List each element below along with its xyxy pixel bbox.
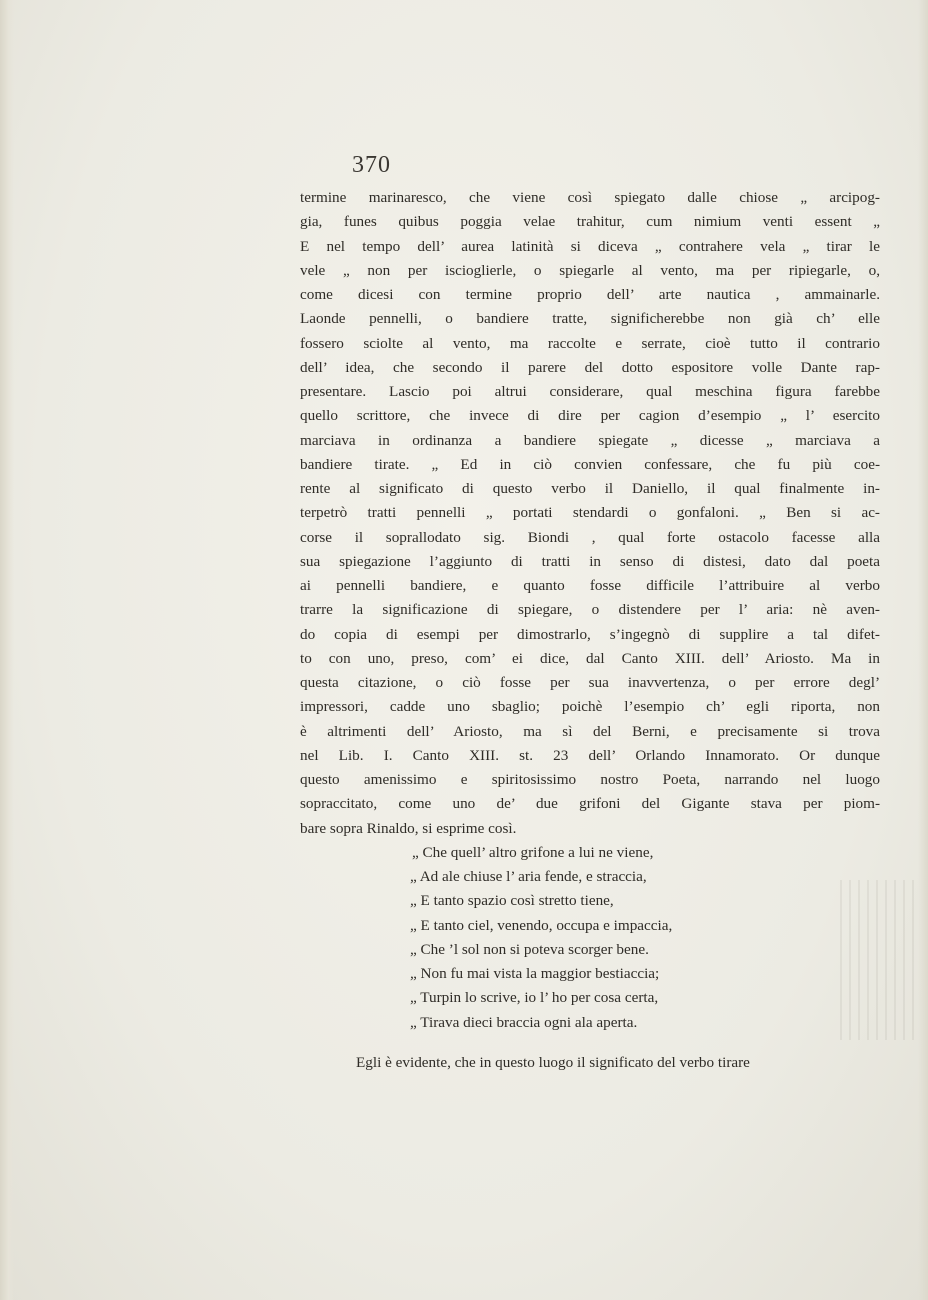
verse-line: „ Che quell’ altro grifone a lui ne viene,	[412, 843, 654, 861]
text-line: questa citazione, o ciò fosse per sua inavvertenza, o per errore degl’	[300, 674, 880, 691]
text-line: ai pennelli bandiere, e quanto fosse difficile l’attribuire al verbo	[300, 577, 880, 594]
text-line: termine marinaresco, che viene così spiegato dalle chiose „ arcipog-	[300, 189, 880, 206]
text-line: dell’ idea, che secondo il parere del dotto espositore volle Dante rap-	[300, 358, 880, 376]
text-line: sopraccitato, come uno de’ due grifoni del Gigante stava per piom-	[300, 795, 880, 813]
closing-paragraph	[300, 1051, 880, 1075]
verse-line: „ Che ’l sol non si poteva scorger bene.	[410, 940, 649, 958]
verse-line: „ Turpin lo scrive, io l’ ho per cosa certa,	[410, 989, 659, 1007]
text-line: do copia di esempi per dimostrarlo, s’ingegnò di supplire a tal difet-	[300, 625, 880, 643]
page-right-edge	[918, 0, 928, 1300]
text-line: presentare. Lascio poi altrui considerare, qual meschina figura farebbe	[300, 383, 880, 400]
text-line: Egli è evidente, che in questo luogo il significato del verbo tirare	[356, 1054, 750, 1071]
text-line: quello scrittore, che invece di dire per cagion d’esempio „ l’ esercito	[300, 407, 880, 425]
verse-line: „ Non fu mai vista la maggior bestiaccia;	[410, 965, 660, 982]
text-line: terpetrò tratti pennelli „ portati stendardi o gonfaloni. „ Ben si ac-	[300, 504, 880, 522]
page-left-edge	[0, 0, 14, 1300]
text-line: impressori, cadde uno sbaglio; poichè l’esempio ch’ egli riporta, non	[300, 698, 880, 716]
text-line: nel Lib. I. Canto XIII. st. 23 dell’ Orlando Innamorato. Or dunque	[300, 746, 880, 764]
verse-line: „ E tanto spazio così stretto tiene,	[410, 892, 614, 910]
text-line: E nel tempo dell’ aurea latinità si diceva „ contrahere vela „ tirar le	[300, 237, 880, 255]
text-line: Laonde pennelli, o bandiere tratte, significherebbe non già ch’ elle	[300, 310, 880, 328]
page-number: 370	[352, 152, 391, 178]
text-line: sua spiegazione l’aggiunto di tratti in senso di distesi, dato dal poeta	[300, 552, 880, 570]
verse-line: „ Ad ale chiuse l’ aria fende, e straccia,	[410, 868, 647, 885]
text-line: bare sopra Rinaldo, si esprime così.	[300, 819, 517, 837]
text-line: è altrimenti dell’ Ariosto, ma sì del Berni, e precisamente si trova	[300, 722, 880, 740]
text-line: trarre la significazione di spiegare, o distendere per l’ aria: nè aven-	[300, 601, 880, 619]
text-line: gia, funes quibus poggia velae trahitur, cum nimium venti essent „	[300, 213, 880, 231]
text-line: corse il soprallodato sig. Biondi , qual forte ostacolo facesse alla	[300, 528, 880, 546]
text-line: questo amenissimo e spiritosissimo nostro Poeta, narrando nel luogo	[300, 771, 880, 788]
verse-line: „ Tirava dieci braccia ogni ala aperta.	[410, 1013, 638, 1031]
text-line: to con uno, preso, com’ ei dice, dal Canto XIII. dell’ Ariosto. Ma in	[300, 649, 880, 667]
text-line: come dicesi con termine proprio dell’ arte nautica , ammainarle.	[300, 286, 880, 303]
text-line: bandiere tirate. „ Ed in ciò convien confessare, che fu più coe-	[300, 455, 880, 473]
text-line: rente al significato di questo verbo il Daniello, il qual finalmente in-	[300, 480, 880, 497]
text-line: vele „ non per iscioglierle, o spiegarle al vento, ma per ripiegarle, o,	[300, 261, 880, 279]
main-paragraph	[300, 186, 880, 1035]
verse-line: „ E tanto ciel, venendo, occupa e impaccia,	[410, 916, 673, 934]
text-line: fossero sciolte al vento, ma raccolte e serrate, cioè tutto il contrario	[300, 334, 880, 352]
text-line: marciava in ordinanza a bandiere spiegate „ dicesse „ marciava a	[300, 431, 880, 449]
